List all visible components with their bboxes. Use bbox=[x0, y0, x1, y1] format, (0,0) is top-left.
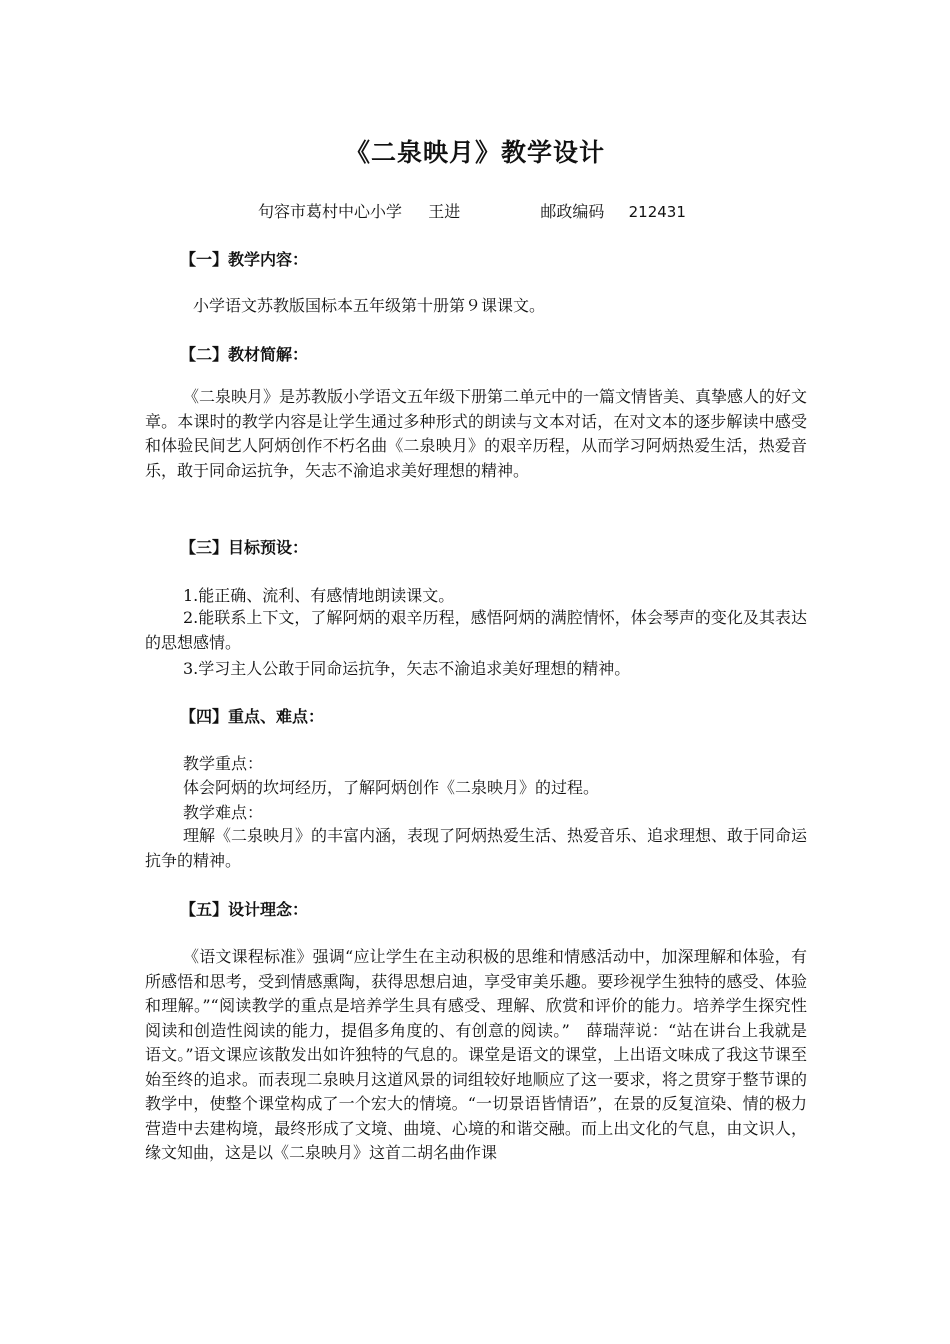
section-3-heading: 【三】目标预设： bbox=[180, 538, 309, 557]
author-name: 王进 bbox=[428, 202, 461, 221]
document-title: 《二泉映月》教学设计 bbox=[344, 138, 605, 167]
section-5-heading: 【五】设计理念： bbox=[180, 900, 309, 919]
section-1-heading: 【一】教学内容： bbox=[180, 250, 309, 269]
goal-3: 3.学习主人公敢于同命运抗争，矢志不渝追求美好理想的精神。 bbox=[183, 659, 631, 678]
goal-1: 1.能正确、流利、有感情地朗读课文。 bbox=[183, 586, 455, 605]
difficulty-label: 教学难点： bbox=[183, 803, 264, 822]
section-2-paragraph: 《二泉映月》是苏教版小学语文五年级下册第二单元中的一篇文情皆美、真挚感人的好文章。本课时的教学内容是让学生通过多种形式的朗读与文本对话，在对文本的逐步解读中感受和体验民间艺人阿炳创作不朽名曲《二泉映月》的艰辛历程，从而学习阿炳热爱生活，热爱音乐，敢于同命运抗争，矢志不渝追求美好理想的精神。 bbox=[145, 387, 808, 480]
postcode-label: 邮政编码 bbox=[540, 202, 605, 221]
postcode: 212431 bbox=[628, 203, 686, 221]
section-2-heading: 【二】教材简解： bbox=[180, 345, 309, 364]
key-point-label: 教学重点： bbox=[183, 754, 264, 773]
difficulty-text: 理解《二泉映月》的丰富内涵，表现了阿炳热爱生活、热爱音乐、追求理想、敢于同命运抗争的精神。 bbox=[145, 826, 808, 870]
school-name: 句容市葛村中心小学 bbox=[258, 202, 403, 221]
goal-2: 2.能联系上下文，了解阿炳的艰辛历程，感悟阿炳的满腔情怀，体会琴声的变化及其表达的思想感情。 bbox=[145, 608, 807, 652]
section-5-paragraph: 《语文课程标准》强调“应让学生在主动积极的思维和情感活动中，加深理解和体验，有所感悟和思考，受到情感熏陶，获得思想启迪，享受审美乐趣。要珍视学生独特的感受、体验和理解。”“阅读教学的重点是培养学生具有感受、理解、欣赏和评价的能力。培养学生探究性阅读和创造性阅读的能力，提倡多角度的、有创意的阅读。” 薛瑞萍说：“站在讲台上我就是语文。”语文课应该散发出如许独特的气息的。课堂是语文的课堂，上出语文味成了我这节课至始至终的追求。而表现二泉映月这道风景的词组较好地顺应了这一要求，将之贯穿于整节课的教学中，使整个课堂构成了一个宏大的情境。“一切景语皆情语”，在景的反复渲染、情的极力营造中去建构境，最终形成了文境、曲境、心境的和谐交融。而上出文化的气息，由文识人，缘文知曲，这是以《二泉映月》这首二胡名曲作课 bbox=[145, 947, 807, 1162]
byline bbox=[258, 199, 686, 222]
section-4-heading: 【四】重点、难点： bbox=[180, 707, 325, 726]
section-1-text: 小学语文苏教版国标本五年级第十册第９课课文。 bbox=[193, 296, 546, 315]
key-point-text: 体会阿炳的坎坷经历，了解阿炳创作《二泉映月》的过程。 bbox=[183, 778, 600, 797]
